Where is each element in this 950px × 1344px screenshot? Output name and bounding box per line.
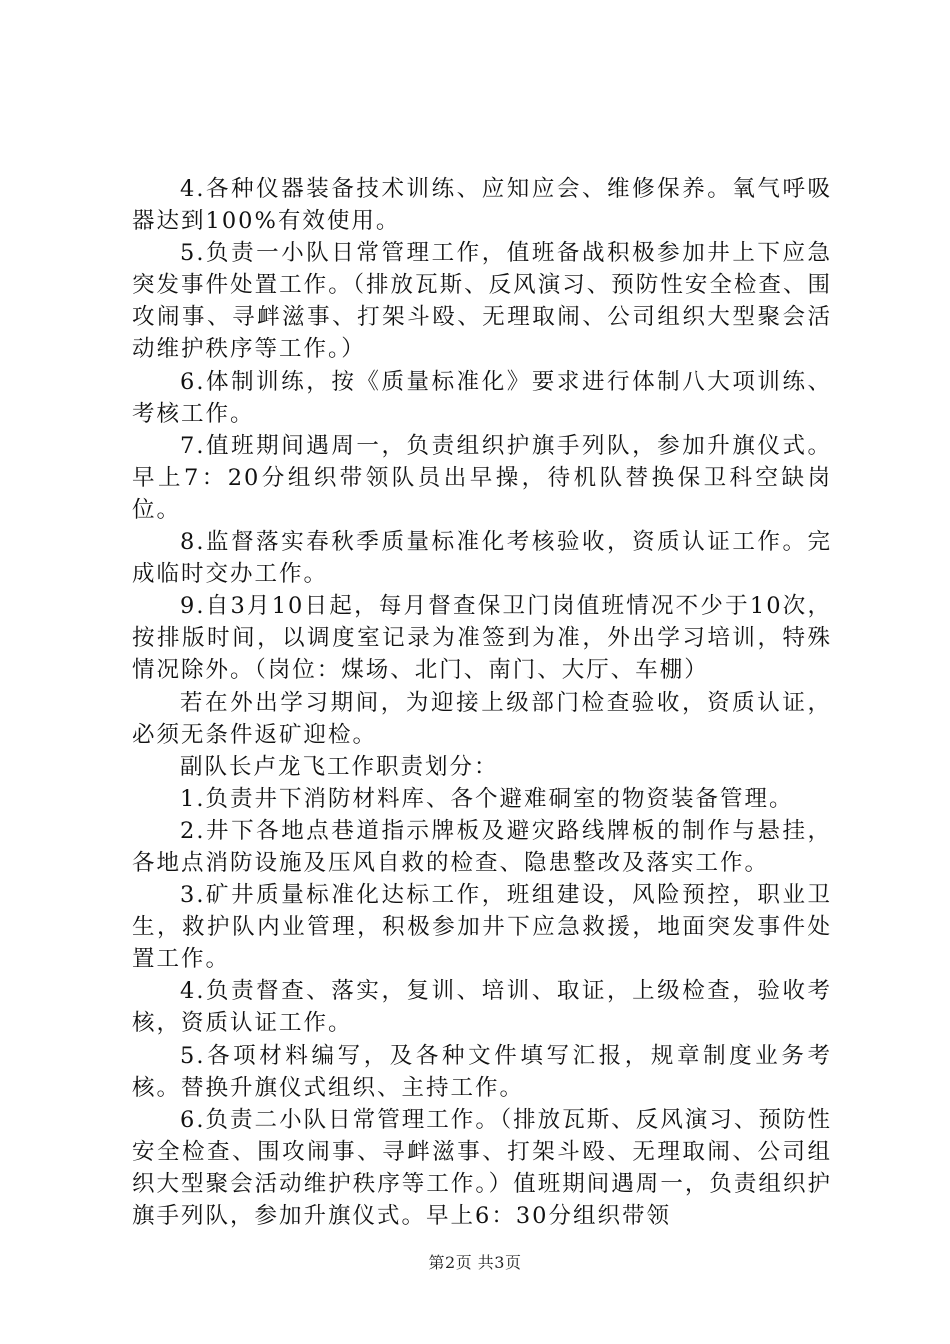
section-heading: 副队长卢龙飞工作职责划分：: [180, 753, 499, 780]
paragraph: 2.井下各地点巷道指示牌板及避灾路线牌板的制作与悬挂，各地点消防设施及压风自救的检查、隐患整改及落实工作。: [132, 817, 832, 876]
paragraph: 1.负责井下消防材料库、各个避难硐室的物资装备管理。: [180, 785, 794, 812]
paragraph: 4.各种仪器装备技术训练、应知应会、维修保养。氧气呼吸器达到100%有效使用。: [132, 176, 832, 235]
paragraph: 5.负责一小队日常管理工作，值班备战积极参加井上下应急突发事件处置工作。（排放瓦斯、反风演习、预防性安全检查、围攻闹事、寻衅滋事、打架斗殴、无理取闹、公司组织大型聚会活动维护秩序等工作。）: [132, 240, 832, 363]
paragraph: 6.负责二小队日常管理工作。（排放瓦斯、反风演习、预防性安全检查、围攻闹事、寻衅滋事、打架斗殴、无理取闹、公司组织大型聚会活动维护秩序等工作。）值班期间遇周一，负责组织护旗手列队，参加升旗仪式。早上6：30分组织带领: [132, 1106, 832, 1229]
document-body: [132, 173, 832, 1232]
paragraph: 3.矿井质量标准化达标工作，班组建设，风险预控，职业卫生，救护队内业管理，积极参加井下应急救援，地面突发事件处置工作。: [132, 882, 832, 973]
paragraph: 4.负责督查、落实，复训、培训、取证，上级检查，验收考核，资质认证工作。: [132, 978, 832, 1037]
paragraph: 9.自3月10日起，每月督查保卫门岗值班情况不少于10次，按排版时间，以调度室记录为准签到为准，外出学习培训，特殊情况除外。（岗位：煤场、北门、南门、大厅、车棚）: [132, 593, 832, 684]
paragraph: 7.值班期间遇周一，负责组织护旗手列队，参加升旗仪式。早上7：20分组织带领队员出早操，待机队替换保卫科空缺岗位。: [132, 432, 832, 523]
paragraph: 6.体制训练，按《质量标准化》要求进行体制八大项训练、考核工作。: [132, 368, 832, 427]
page-number-footer: 第2页 共3页: [428, 1253, 522, 1272]
paragraph: 若在外出学习期间，为迎接上级部门检查验收，资质认证，必须无条件返矿迎检。: [132, 689, 832, 748]
paragraph: 8.监督落实春秋季质量标准化考核验收，资质认证工作。完成临时交办工作。: [132, 529, 832, 588]
paragraph: 5.各项材料编写，及各种文件填写汇报，规章制度业务考核。替换升旗仪式组织、主持工作。: [132, 1042, 832, 1101]
